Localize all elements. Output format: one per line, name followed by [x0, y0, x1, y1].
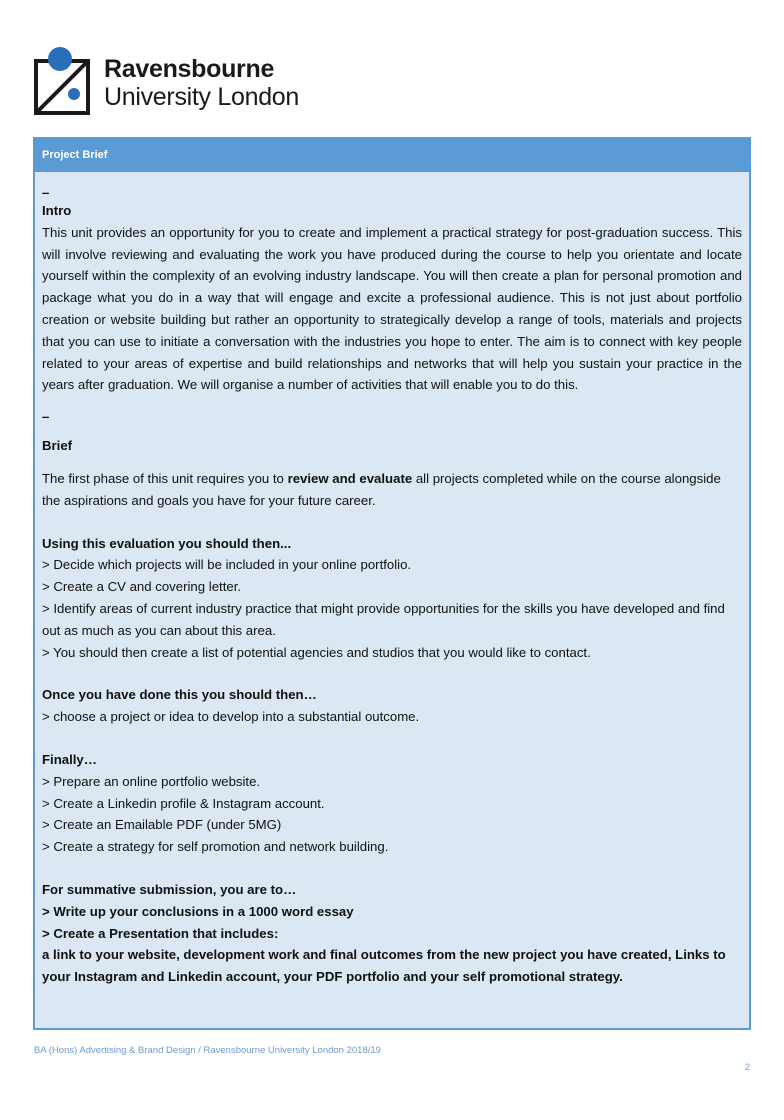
intro-heading: Intro [42, 203, 72, 218]
list-item: > Identify areas of current industry practice that might provide opportunities for the skills you have developed and find out as much as you can about this area. [42, 600, 725, 638]
brief-paragraph [42, 468, 742, 512]
brief-heading: Brief [42, 438, 73, 454]
list-item: > Create a strategy for self promotion and network building. [42, 839, 389, 855]
list-item: > choose a project or idea to develop into a substantial outcome. [42, 709, 420, 725]
summative-heading: For summative submission, you are to… [42, 881, 297, 897]
brief-header: Project Brief [35, 139, 749, 172]
project-brief-box [33, 137, 751, 1030]
intro-paragraph: This unit provides an opportunity for you to create and implement a practical strategy for post-graduation success. This will involve reviewing and evaluating the work you have produced during the course to help you orientate and locate yourself within the complexity of an evolving industry landscape. You will then create a plan for personal promotion and package what you do in a way that will engage and excite a professional audience. This is not just about portfolio creation or website building but rather an opportunity to strategically develop a range of tools, materials and projects that you can use to initiate a conversation with the industries you hope to enter. The aim is to connect with key people related to your areas of expertise and build relationships and networks that will help you sustain your practice in the years after graduation. We will organise a number of activities that will enable you to do this. [42, 224, 742, 393]
list-item: > Create an Emailable PDF (under 5MG) [42, 817, 282, 833]
section-divider: – [42, 185, 50, 200]
list-item: a link to your website, development work and final outcomes from the new project you have created, Links to your Instagram and Linkedin account, your PDF portfolio and your self promotional strategy. [42, 947, 726, 985]
logo-wordmark-primary: Ravensbourne [104, 55, 275, 83]
university-logo [34, 47, 334, 119]
brief-emphasis: review and evaluate [287, 470, 413, 486]
list-item: > You should then create a list of potential agencies and studios that you would like to contact. [42, 644, 591, 660]
list-item: > Decide which projects will be included in your online portfolio. [42, 557, 412, 573]
logo-wordmark-secondary: University London [104, 83, 300, 111]
list-item: > Write up your conclusions in a 1000 word essay [42, 903, 354, 919]
list-item: > Prepare an online portfolio website. [42, 773, 261, 789]
page-number: 2 [744, 1062, 750, 1073]
list-item: > Create a CV and covering letter. [42, 579, 242, 595]
evaluation-heading: Using this evaluation you should then... [42, 535, 292, 551]
brief-text: The first phase of this unit requires you to [42, 470, 288, 486]
brief-body [35, 172, 749, 988]
brief-text: all projects completed while on the course alongside the aspirations and goals you have for your future career. [42, 470, 721, 508]
logo-mark-icon [34, 47, 94, 117]
list-item: > Create a Linkedin profile & Instagram account. [42, 795, 325, 811]
next-steps-heading: Once you have done this you should then… [42, 687, 317, 703]
list-item: > Create a Presentation that includes: [42, 925, 279, 941]
footer-course-text: BA (Hons) Advertising & Brand Design / Ravensbourne University London 2018/19 [34, 1045, 381, 1056]
section-divider: – [42, 409, 50, 425]
finally-heading: Finally… [42, 751, 97, 767]
